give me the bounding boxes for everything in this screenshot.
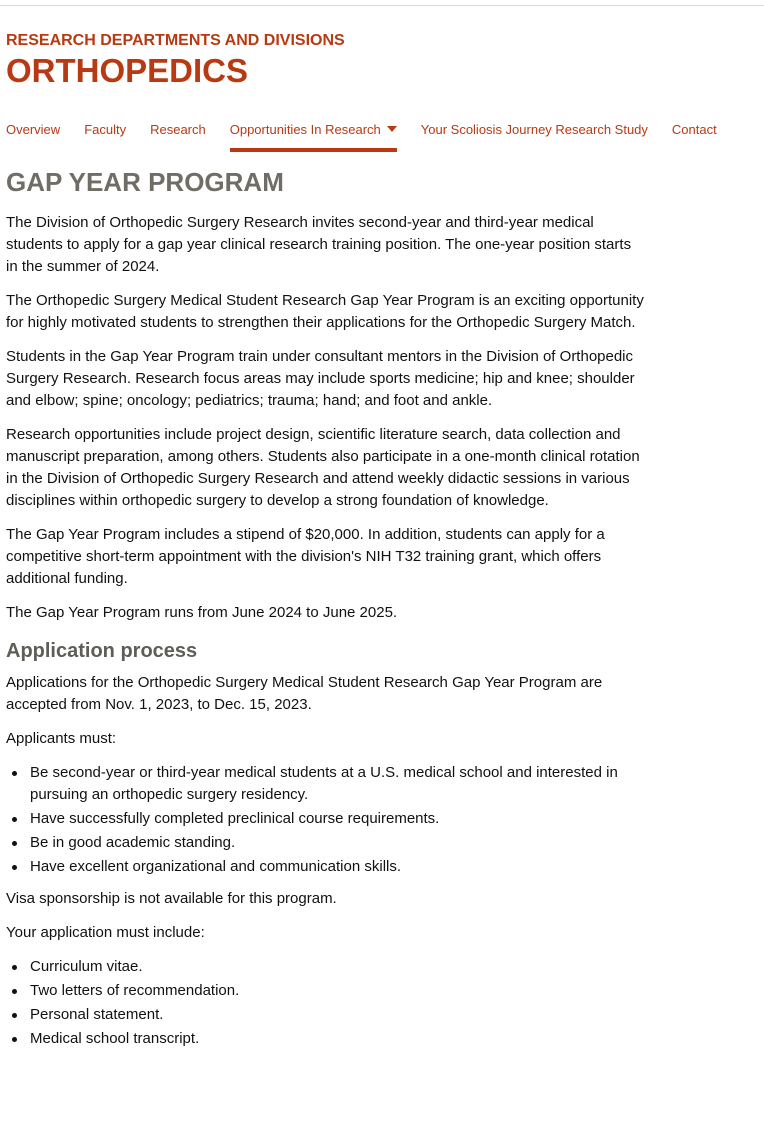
list-item: Medical school transcript. bbox=[6, 1028, 646, 1050]
list-item: Curriculum vitae. bbox=[6, 956, 646, 978]
nav-item-contact[interactable] bbox=[672, 120, 717, 152]
page-title: GAP YEAR PROGRAM bbox=[6, 167, 284, 197]
nav-item-scoliosis-study[interactable] bbox=[421, 120, 648, 152]
top-divider bbox=[0, 5, 764, 6]
intro-paragraph: The Division of Orthopedic Surgery Research invites second-year and third-year medical students to apply for a gap year clinical research training position. The one-year position starts in the summer of 2024. bbox=[6, 214, 632, 275]
nav-item-label: Research bbox=[150, 122, 206, 137]
main-content bbox=[6, 166, 646, 1060]
application-process-heading: Application process bbox=[6, 640, 198, 662]
list-item: Have excellent organizational and communication skills. bbox=[6, 856, 646, 878]
research-opportunities-paragraph: Research opportunities include project design, scientific literature search, data collection and manuscript preparation, among others. Students also participate in a one-month clinical rotation in the Division of Orthopedic Surgery Research and attend weekly didactic sessions in various disciplines within orthopedic surgery to develop a strong foundation of knowledge. bbox=[6, 426, 640, 509]
program-description-paragraph: The Orthopedic Surgery Medical Student Research Gap Year Program is an exciting opportunity for highly motivated students to strengthen their applications for the Orthopedic Surgery Match. bbox=[6, 292, 644, 331]
list-item: Two letters of recommendation. bbox=[6, 980, 646, 1002]
materials-list bbox=[6, 956, 646, 1050]
program-dates-paragraph: The Gap Year Program runs from June 2024 to June 2025. bbox=[6, 604, 398, 621]
section-eyebrow[interactable]: RESEARCH DEPARTMENTS AND DIVISIONS bbox=[6, 32, 345, 49]
visa-note: Visa sponsorship is not available for this program. bbox=[6, 890, 337, 907]
list-item: Be in good academic standing. bbox=[6, 832, 646, 854]
requirements-label: Applicants must: bbox=[6, 730, 117, 747]
list-item: Personal statement. bbox=[6, 1004, 646, 1026]
chevron-down-icon[interactable] bbox=[387, 126, 397, 132]
site-header bbox=[6, 31, 345, 90]
list-item: Be second-year or third-year medical students at a U.S. medical school and interested in pursuing an orthopedic surgery residency. bbox=[6, 762, 646, 806]
focus-areas-paragraph: Students in the Gap Year Program train under consultant mentors in the Division of Orthopedic Surgery Research. Research focus areas may include sports medicine; hip and knee; shoulder and elbow; spine; oncology; pediatrics; trauma; hand; and foot and ankle. bbox=[6, 348, 635, 409]
department-title[interactable]: ORTHOPEDICS bbox=[6, 52, 249, 89]
nav-item-opportunities-in-research[interactable] bbox=[230, 120, 397, 152]
nav-item-research[interactable] bbox=[150, 120, 206, 152]
nav-item-label: Overview bbox=[6, 122, 61, 137]
requirements-list bbox=[6, 762, 646, 878]
nav-item-label: Your Scoliosis Journey Research Study bbox=[420, 122, 648, 137]
nav-item-label: Faculty bbox=[84, 122, 127, 137]
nav-item-overview[interactable] bbox=[6, 120, 60, 152]
department-nav bbox=[6, 120, 741, 152]
stipend-paragraph: The Gap Year Program includes a stipend of $20,000. In addition, students can apply for a competitive short-term appointment with the division's NIH T32 training grant, which offers additional funding. bbox=[6, 526, 605, 587]
list-item: Have successfully completed preclinical course requirements. bbox=[6, 808, 646, 830]
application-dates-paragraph: Applications for the Orthopedic Surgery Medical Student Research Gap Year Program are accepted from Nov. 1, 2023, to Dec. 15, 2023. bbox=[6, 674, 603, 713]
nav-item-label: Opportunities In Research bbox=[229, 122, 381, 137]
materials-label: Your application must include: bbox=[6, 924, 205, 941]
nav-item-label: Contact bbox=[671, 122, 717, 137]
nav-item-faculty[interactable] bbox=[84, 120, 126, 152]
